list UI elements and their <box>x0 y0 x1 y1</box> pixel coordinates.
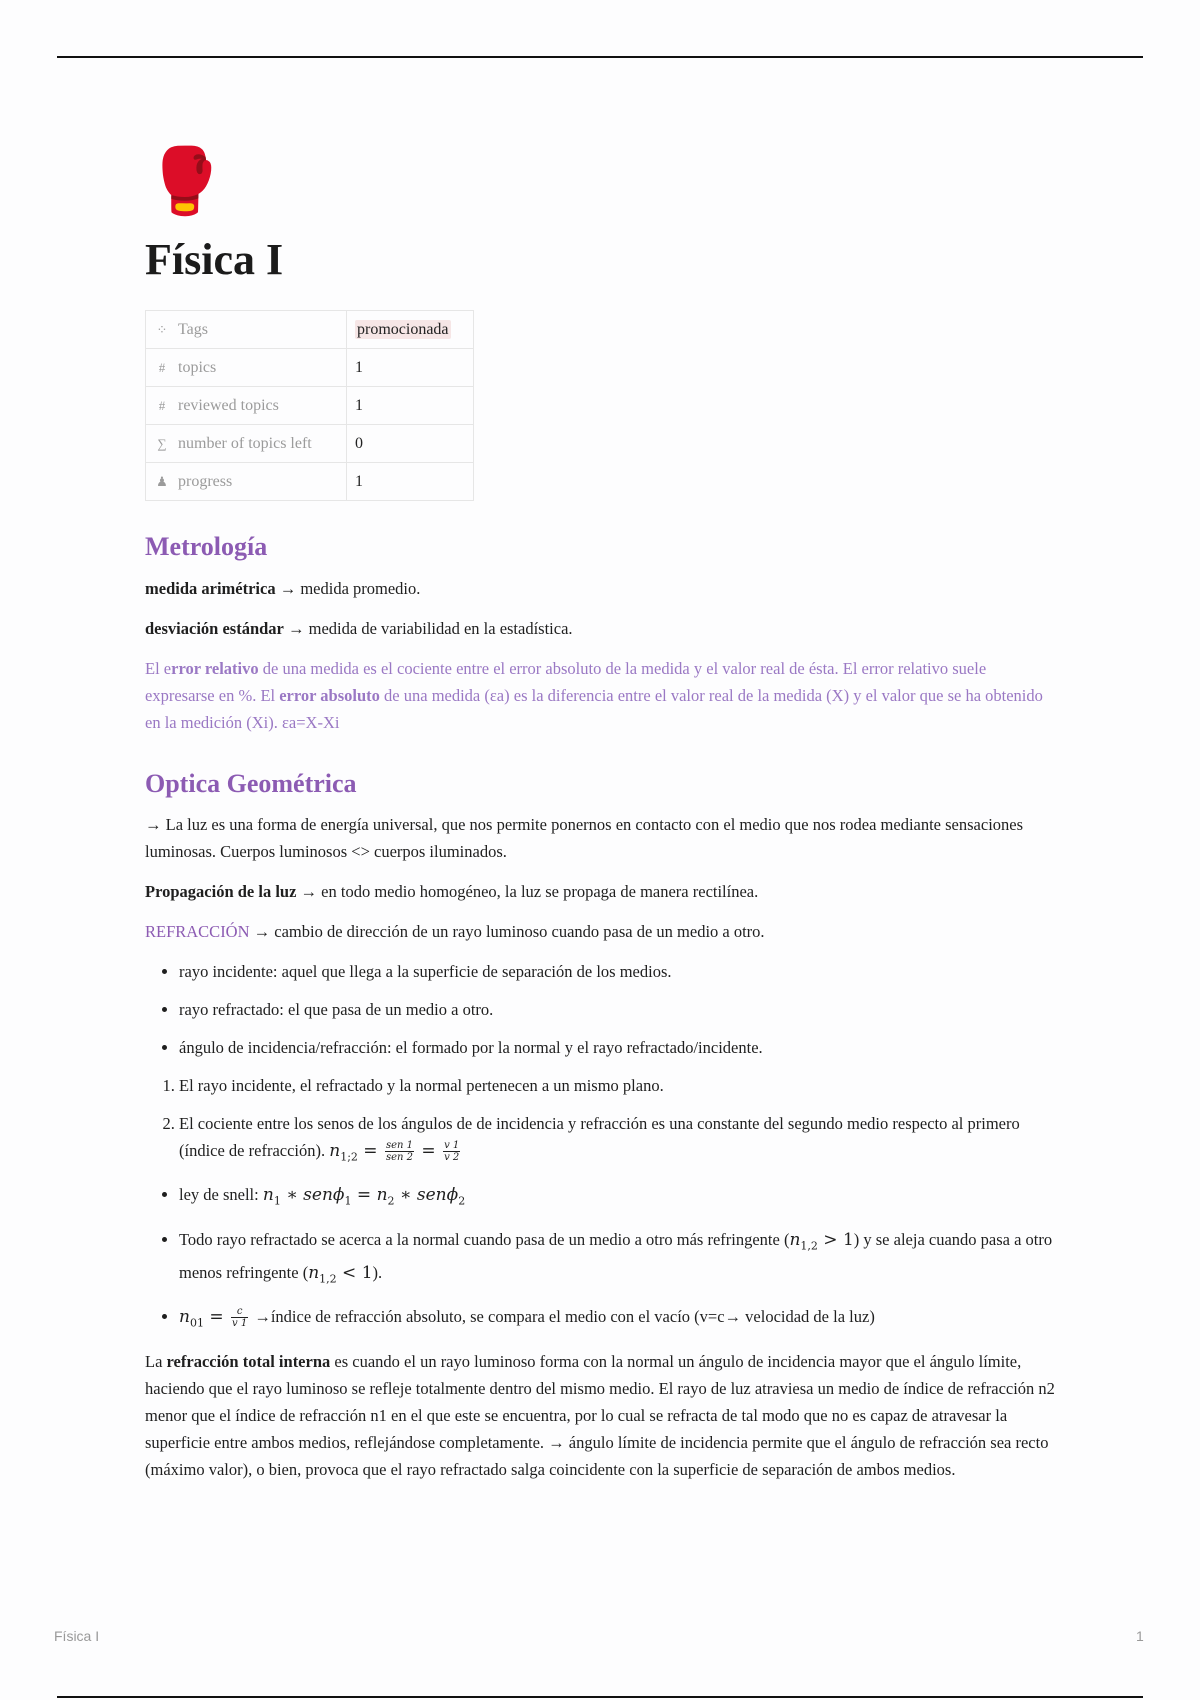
list-item: • rayo incidente: aquel que llega a la superficie de separación de los medios. <box>179 958 1055 985</box>
number-icon: # <box>158 359 166 375</box>
top-rule <box>57 56 1143 58</box>
property-row-tags <box>146 311 474 349</box>
list-item: • ley de snell: $n_1$ ∗ $sen\phi_1 = n_2$ ∗ senϕ$_2$ <box>179 1181 1055 1214</box>
page-title: Física I <box>145 235 284 284</box>
property-key: Tags <box>178 320 208 338</box>
paragraph-error: El error relativo de una medida es el cociente entre el error absoluto de la medida y el valor real de ésta. El error relativo suele expresarse en %. El error absoluto de una medida (εa) es la diferencia entre el valor real de la medida (X) y el valor que se ha obtenido en la medición (Xi). εa=X-Xi <box>145 658 1043 732</box>
paragraph-propagacion: Propagación de la luz → en todo medio homogéneo, la luz se propaga de manera rectilínea. <box>145 881 759 901</box>
numbered-list <box>145 1072 1055 1170</box>
paragraph-refraccion: REFRACCIÓN → cambio de dirección de un rayo luminoso cuando pasa de un medio a otro. <box>145 921 765 941</box>
paragraph-luz: → La luz es una forma de energía universal, que nos permite ponernos en contacto con el medio que nos rodea mediante sensaciones luminosas. Cuerpos luminosos <> cuerpos iluminados. <box>145 814 1024 861</box>
property-row-topics-left <box>146 425 474 463</box>
list-item: • $n_{01}$ = $\frac{c}{v 1}$ →índice de refracción absoluto, se compara el medio con el vacío (v=c→ velocidad de la luz) <box>179 1303 1055 1336</box>
bullet-list <box>145 958 1055 1061</box>
property-value: 0 <box>347 425 474 463</box>
tag-badge[interactable]: promocionada <box>357 320 449 338</box>
loading-spinner-icon: ⁘ <box>156 321 168 337</box>
property-key: progress <box>178 472 233 490</box>
number-icon: # <box>158 397 166 413</box>
refraction-index-formula: $n_{1;2}$ = $\frac{\text{sen 1}}{\text{sen 2}}$ = $\frac{v 1}{v 2}$ <box>329 1139 460 1164</box>
footer-page-number: 1 <box>1136 1628 1144 1644</box>
paragraph-medida: medida arimétrica → medida promedio. <box>145 578 421 598</box>
sigma-icon: ∑ <box>157 435 167 451</box>
bottom-rule <box>57 1696 1143 1698</box>
list-item: 2. El cociente entre los senos de los ángulos de de incidencia y refracción es una constante del segundo medio respecto al primero (índice de refracción). $n_{1;2}$ = $\frac{\text{sen 1}}{\text{sen 2}}$ = $\frac{v 1}{v 2}$ <box>179 1110 1055 1170</box>
bullet-list <box>145 1181 1055 1337</box>
heading-metrologia: Metrología <box>145 532 268 562</box>
footer-title: Física I <box>54 1628 100 1644</box>
property-value: 1 <box>347 349 474 387</box>
heading-optica: Optica Geométrica <box>145 768 357 798</box>
property-value: 1 <box>347 463 474 501</box>
property-value: 1 <box>347 387 474 425</box>
list-item: • rayo refractado: el que pasa de un medio a otro. <box>179 996 1055 1023</box>
snell-formula: $n_1$ ∗ $sen\phi_1 = n_2$ ∗ senϕ$_2$ <box>262 1185 466 1208</box>
property-row-progress <box>146 463 474 501</box>
property-row-topics <box>146 349 474 387</box>
list-item: • ángulo de incidencia/refracción: el formado por la normal y el rayo refractado/incidente. <box>179 1034 1055 1061</box>
property-row-reviewed-topics <box>146 387 474 425</box>
page-content <box>145 146 1055 1496</box>
property-key: number of topics left <box>178 434 312 452</box>
list-item: 1. El rayo incidente, el refractado y la normal pertenecen a un mismo plano. <box>179 1072 1055 1099</box>
paragraph-desviacion: desviación estándar → medida de variabilidad en la estadística. <box>145 618 573 638</box>
formula-icon: ♟ <box>156 473 168 489</box>
absolute-index-formula: $n_{01}$ = $\frac{c}{v 1}$ <box>179 1306 248 1330</box>
paragraph-refraccion-total: La refracción total interna es cuando el un rayo luminoso forma con la normal un ángulo de incidencia mayor que el ángulo límite, haciendo que el rayo luminoso se refleje totalmente dentro del mismo medio. El rayo de luz atraviesa un medio de índice de refracción n2 menor que el índice de refracción n1 en el que este se encuentra, por lo cual se refracta de tal modo que no es capaz de atravesar la superficie entre ambos medios, reflejándose completamente. → ángulo límite de incidencia permite que el ángulo de refracción sea recto (máximo valor), o bien, provoca que el rayo refractado salga coincidente con la superficie de separación de ambos medios. <box>145 1351 1055 1479</box>
property-key: topics <box>178 358 217 376</box>
property-key: reviewed topics <box>178 396 279 414</box>
boxing-glove-icon: 🥊 <box>145 146 225 217</box>
properties-table <box>145 310 474 501</box>
list-item: • Todo rayo refractado se acerca a la normal cuando pasa de un medio a otro más refringente $(n_{1,2} > 1)$ y se aleja cuando pasa a otro menos refringente $(n_{1,2} < 1)$. <box>179 1226 1055 1293</box>
